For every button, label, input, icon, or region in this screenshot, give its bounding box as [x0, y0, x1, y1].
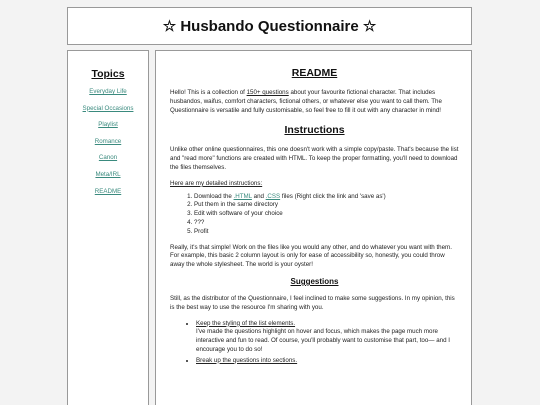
- suggestion-body: I've made the questions highlight on hover and focus, which makes the page much more interactive and fun to read. Of course, you'll probably want to customise that part, too— and I encourage you to do so!: [196, 328, 450, 353]
- list-item: 3. Edit with software of your choice: [194, 210, 459, 219]
- sidebar-link-meta-irl[interactable]: Meta/IRL: [95, 170, 121, 178]
- list-item: [194, 193, 459, 202]
- list-item: [196, 320, 459, 355]
- sidebar: [67, 50, 149, 405]
- step1-text: Download the: [194, 192, 234, 200]
- list-item: [196, 357, 459, 366]
- page-header: [67, 7, 472, 45]
- suggestions-paragraph: Still, as the distributor of the Questionnaire, I feel inclined to make some suggestions. In my opinion, this is the best way to use the resource I'm sharing with you.: [170, 294, 455, 311]
- detailed-instructions-label: Here are my detailed instructions:: [170, 179, 263, 187]
- sidebar-link-everyday-life[interactable]: Everyday Life: [89, 88, 127, 95]
- questions-count-link: 150+ questions: [246, 89, 289, 96]
- instructions-paragraph: Unlike other online questionnaires, this one doesn't work with a simple copy/paste. That's because the list and "read more" functions are created with HTML. To keep the proper formatting, you'll need to download the files themselves.: [170, 146, 459, 171]
- suggestions-list: [170, 320, 459, 366]
- page-title: ☆ Husbando Questionnaire ☆: [162, 18, 377, 35]
- step1-and: and: [251, 192, 266, 200]
- css-file-link[interactable]: .CSS: [265, 192, 281, 200]
- sidebar-heading: Topics: [91, 68, 125, 80]
- readme-heading: README: [291, 67, 338, 79]
- suggestions-heading: Suggestions: [290, 276, 339, 286]
- suggestion-title: Keep the styling of the list elements.: [196, 319, 296, 327]
- step1-post: files (Right click the link and 'save as'): [280, 192, 386, 200]
- list-item: 2. Put them in the same directory: [194, 201, 459, 210]
- sidebar-link-canon[interactable]: Canon: [98, 154, 118, 162]
- list-item: 5. Profit: [194, 228, 459, 237]
- instructions-list: [170, 193, 459, 237]
- simple-paragraph: Really, it's that simple! Work on the files like you would any other, and do whatever you want with them. For example, this basic 2 column layout is only for ease of accessibility so, honestly, you could throw away the whole stylesheet. The world is your oyster!: [170, 243, 452, 269]
- sidebar-link-playlist[interactable]: Playlist: [98, 121, 118, 129]
- sidebar-link-special-occasions[interactable]: Special Occasions: [82, 104, 134, 112]
- html-file-link[interactable]: .HTML: [233, 192, 252, 200]
- sidebar-link-romance[interactable]: Romance: [94, 137, 122, 145]
- suggestion-title: Break up the questions into sections.: [196, 356, 298, 364]
- main-content: [155, 50, 472, 405]
- readme-text-pre: Hello! This is a collection of: [170, 89, 247, 96]
- list-item: 4. ???: [194, 219, 459, 228]
- instructions-heading: Instructions: [284, 124, 345, 137]
- sidebar-link-readme[interactable]: README: [94, 187, 122, 195]
- readme-paragraph: [170, 89, 459, 115]
- readme-text-post: about your favourite fictional character. That includes husbandos, waifus, comfort characters, fictional others, or whatever else you want to call them. The Questionnaire is versatile and fully customisable, so feel free to fill it out with any character in mind!: [170, 89, 442, 114]
